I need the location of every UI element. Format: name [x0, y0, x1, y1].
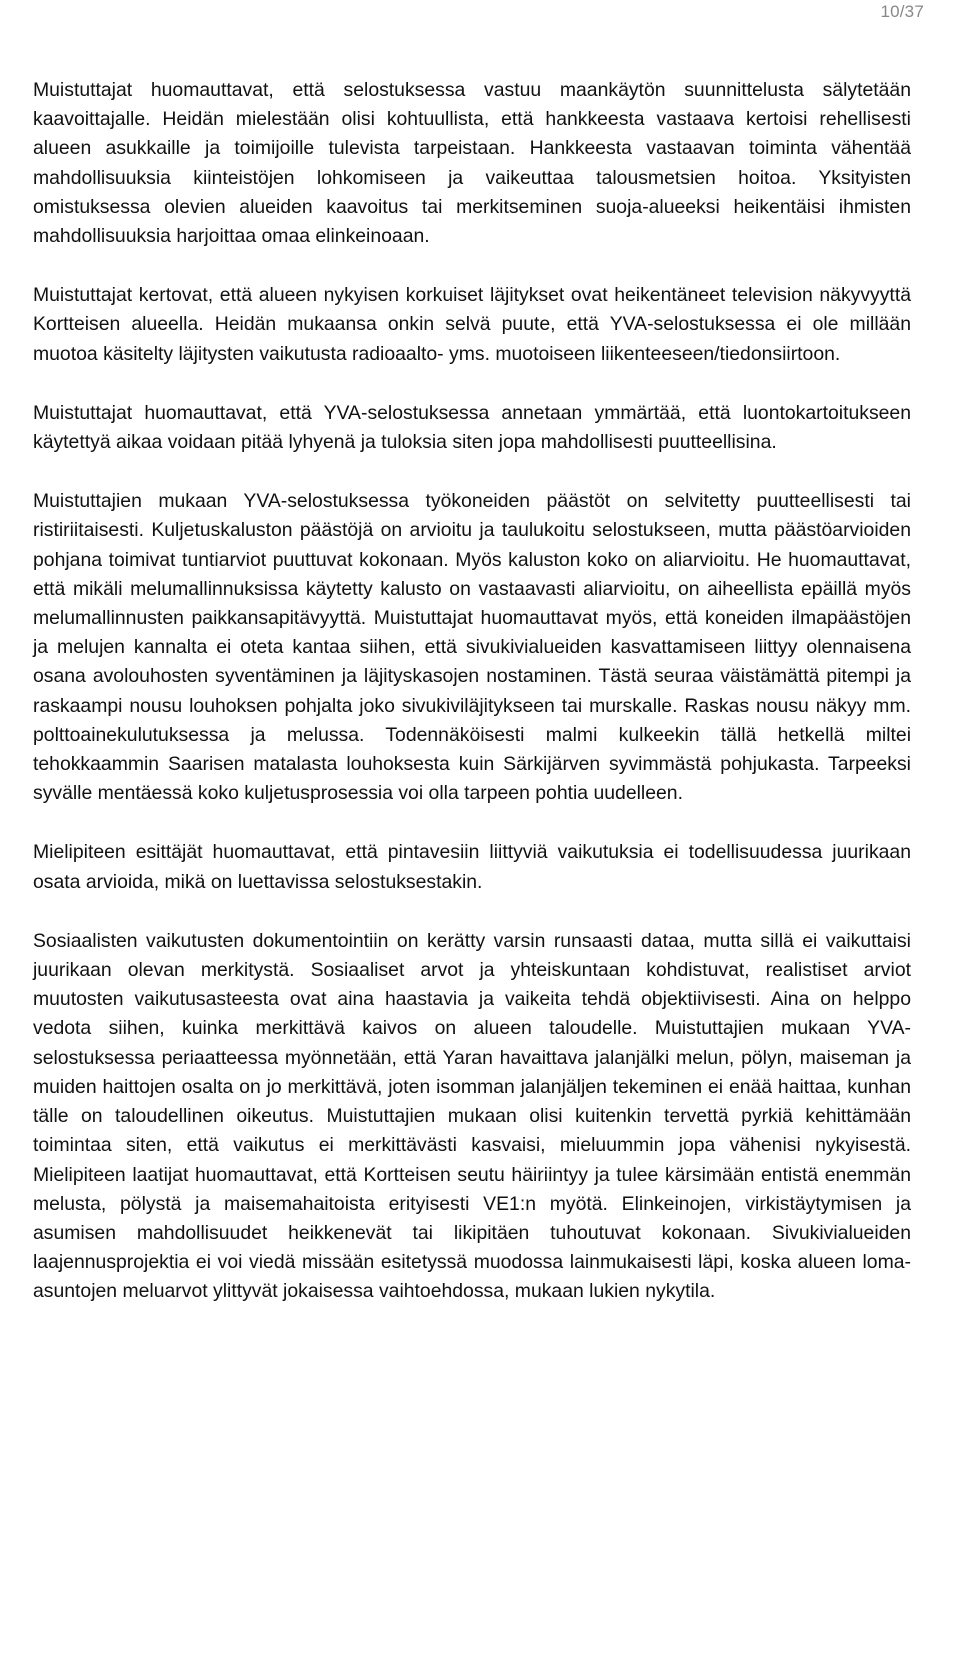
paragraph-land-use-responsibility: Muistuttajat huomauttavat, että selostuksessa vastuu maankäytön suunnittelusta sälytetään kaavoittajalle. Heidän mielestään olisi kohtuullista, että hankkeesta vastaava kertoisi rehellisesti alueen asukkaille ja toimijoille tulevista tarpeistaan. Hankkeesta vastaavan toiminta vähentää mahdollisuuksia kiinteistöjen lohkomiseen ja vaikeuttaa talousmetsien hoitoa. Yksityisten omistuksessa olevien alueiden kaavoitus tai merkitseminen suoja-alueeksi heikentäisi ihmisten mahdollisuuksia harjoittaa omaa elinkeinoaan. [33, 79, 911, 248]
paragraph-social-impacts: Sosiaalisten vaikutusten dokumentointiin on kerätty varsin runsaasti dataa, mutta sillä ei vaikuttaisi juurikaan olevan merkitystä. Sosiaaliset arvot ja yhteiskuntaan kohdistuvat, realistiset arviot muutosten vaikutusasteesta ovat aina haastavia ja vaikeita tehdä objektiivisesti. Aina on helppo vedota siihen, kuinka merkittävä kaivos on alueen taloudelle. Muistuttajien mukaan YVA-selostuksessa periaatteessa myönnetään, että Yaran havaittava jalanjälki melun, pölyn, maiseman ja muiden haittojen osalta on jo merkittävä, joten isomman jalanjäljen tekeminen ei enää haittaa, kunhan tälle on taloudellinen oikeutus. Muistuttajien mukaan olisi kuitenkin tervettä pyrkiä kehittämään toimintaa siten, että vaikutus ei merkittävästi kasvaisi, mieluummin jopa vähenisi nykyisestä. Mielipiteen laatijat huomauttavat, että Kortteisen seutu häiriintyy ja tulee kärsimään entistä enemmän melusta, pölystä ja maisemahaitoista erityisesti VE1:n myötä. Elinkeinojen, virkistäytymisen ja asumisen mahdollisuudet heikkenevät tai likipitäen tuhoutuvat kokonaan. Sivukivialueiden laajennusprojektia ei voi viedä missään esitetyssä muodossa lainmukaisesti läpi, koska alueen loma-asuntojen meluarvot ylittyvät jokaisessa vaihtoehdossa, mukaan lukien nykytila. [33, 929, 911, 1303]
paragraph-nature-survey: Muistuttajat huomauttavat, että YVA-selostuksessa annetaan ymmärtää, että luontokartoitukseen käytettyä aikaa voidaan pitää lyhyenä ja tuloksia siten jopa mahdollisesti puutteellisina. [33, 401, 911, 454]
paragraph-tv-visibility: Muistuttajat kertovat, että alueen nykyisen korkuiset läjitykset ovat heikentäneet television näkyvyyttä Kortteisen alueella. Heidän mukaansa onkin selvä puute, että YVA-selostuksessa ei ole millään muotoa käsitelty läjitysten vaikutusta radioaalto- yms. muotoiseen liikenteeseen/tiedonsiirtoon. [33, 284, 911, 365]
paragraph-machinery-emissions: Muistuttajien mukaan YVA-selostuksessa työkoneiden päästöt on selvitetty puutteellisesti tai ristiriitaisesti. Kuljetuskaluston päästöjä on arvioitu ja taulukoitu selostukseen, mutta päästöarvioiden pohjana toimivat tuntiarviot puuttuvat kokonaan. Myös kaluston koko on aliarvioitu. He huomauttavat, että mikäli melumallinnuksissa käytetty kalusto on vastaavasti aliarvioitu, on aiheellista epäillä myös melumallinnusten paikkansapitävyyttä. Muistuttajat huomauttavat myös, että koneiden ilmapäästöjen ja melujen kannalta ei oteta kantaa siihen, että sivukivialueiden kasvattamiseen liittyy olennaisena osana avolouhosten syventäminen ja läjityskasojen nostaminen. Tästä seuraa väistämättä pitempi ja raskaampi nousu louhoksen pohjalta joko sivukiviläjitykseen tai murskalle. Raskas nousu näkyy mm. polttoainekulutuksessa ja melussa. Todennäköisesti malmi kulkeekin tällä hetkellä miltei tehokkaammin Saarisen matalasta louhoksesta kuin Särkijärven syvimmästä pohjukasta. Tarpeeksi syvälle mentäessä koko kuljetusprosessia voi olla tarpeen pohtia uudelleen. [33, 490, 911, 805]
paragraph-surface-water: Mielipiteen esittäjät huomauttavat, että pintavesiin liittyviä vaikutuksia ei todellisuudessa juurikaan osata arvioida, mikä on luettavissa selostuksestakin. [33, 841, 911, 893]
document-body [33, 76, 911, 1307]
page-number: 10/37 [880, 2, 924, 21]
